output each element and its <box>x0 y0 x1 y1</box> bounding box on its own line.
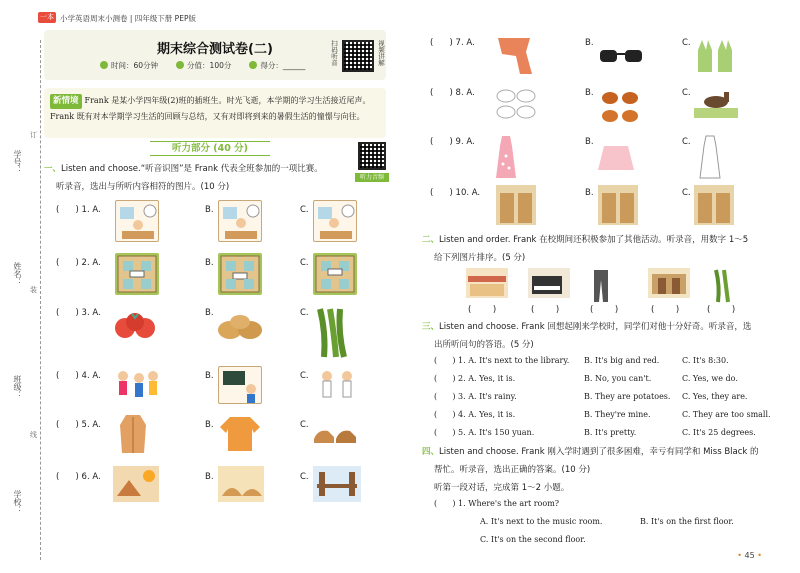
building-picture-c <box>313 253 357 295</box>
new-scenario-tag: 新情境 <box>50 94 82 109</box>
doors-picture-c <box>694 185 734 225</box>
sunglasses-icon <box>598 46 644 64</box>
q3-row-5-c[interactable]: C. It's 25 degrees. <box>682 428 756 437</box>
q1-3-opt-b[interactable]: B. <box>205 308 214 318</box>
score-got-info: 得分：______ <box>249 60 305 71</box>
q1-heading-line1: 一、Listen and choose.“听音识图”是 Frank 代表全班参加的一项比赛。 <box>44 164 323 174</box>
q3-heading-line1: 三、Listen and choose. Frank 回想起刚来学校时，同学们对他十分好奇。听录音，选 <box>422 322 752 332</box>
kids-playing-icon <box>113 366 161 406</box>
q4-heading-line1: 四、Listen and choose. Frank 刚入学时遇到了很多困难，幸亏有同学和 Miss Black 的 <box>422 447 759 457</box>
exam-title: 期末综合测试卷(二) <box>157 42 273 57</box>
piano-scene-icon <box>528 268 570 298</box>
series-title: 小学英语周末小测卷 | 四年级下册 PEP版 <box>60 14 196 23</box>
q1-1-opt-b[interactable]: B. <box>205 205 214 215</box>
coat-icon <box>118 413 148 455</box>
q3-row-1-c[interactable]: C. It's 8:30. <box>682 356 729 365</box>
gloves-icon <box>694 36 736 76</box>
q1-1-opt-c[interactable]: C. <box>300 205 309 215</box>
q3-row-3-c[interactable]: C. Yes, they are. <box>682 392 748 401</box>
doors-picture-b <box>598 185 638 225</box>
q1-4-opt-b[interactable]: B. <box>205 371 214 381</box>
q3-heading-line2: 出所听问句的答语。(5 分) <box>434 340 534 350</box>
building-picture-a <box>115 253 159 295</box>
hens-icon <box>598 86 642 126</box>
q1-3-opt-c[interactable]: C. <box>300 308 309 318</box>
q3-row-1-b[interactable]: B. It's big and red. <box>584 356 660 365</box>
classroom-picture-c <box>313 200 357 242</box>
q1-item-8[interactable]: ( ) 8. A. <box>430 88 475 98</box>
q4-instruction: 听第一段对话，完成第 1～2 小题。 <box>434 483 570 493</box>
qr-side-left: 扫码听音 <box>330 40 338 66</box>
qr-code-top[interactable] <box>342 40 374 72</box>
q2-heading-line1: 二、Listen and order. Frank 在校期间还积极参加了其他活动。听录音，用数字 1～5 <box>422 235 749 245</box>
q1-item-10[interactable]: ( ) 10. A. <box>430 188 481 198</box>
desert-scene-icon <box>218 466 264 502</box>
qr-code-audio[interactable] <box>358 142 386 170</box>
qr-side-right: 视频讲解 <box>377 40 385 66</box>
classroom-picture-b <box>218 200 262 242</box>
series-badge: 一本 <box>40 13 54 21</box>
zhuang-mark: 装 <box>30 286 37 294</box>
teacher-desk-icon <box>116 201 160 243</box>
horse-icon <box>694 88 738 118</box>
dress-icon <box>494 134 518 180</box>
q3-row-2-b[interactable]: B. No, you can't. <box>584 374 652 383</box>
blackboard-icon <box>219 367 263 405</box>
q4-heading-line2: 帮忙。听录音，选出正确的答案。(10 分) <box>434 465 591 475</box>
reading-student-icon <box>314 201 358 243</box>
scarf-icon <box>494 34 534 76</box>
q1-4-opt-c[interactable]: C. <box>300 371 309 381</box>
building-picture-b <box>218 253 262 295</box>
intro-line-2: Frank 既有对本学期学习生活的回顾与总结，又有对即将到来的暑假生活的憧憬与向往。 <box>50 112 365 121</box>
q1-item-4[interactable]: ( ) 4. A. <box>56 371 101 381</box>
q1-7-opt-b[interactable]: B. <box>585 38 594 48</box>
q1-10-opt-b[interactable]: B. <box>585 188 594 198</box>
binding-line <box>40 40 41 560</box>
tomatoes-icon <box>113 310 159 340</box>
q1-8-opt-b[interactable]: B. <box>585 88 594 98</box>
q2-blank-4[interactable]: ( ) <box>651 305 680 315</box>
q1-2-opt-b[interactable]: B. <box>205 258 214 268</box>
q1-9-opt-c[interactable]: C. <box>682 137 691 147</box>
q2-blank-1[interactable]: ( ) <box>468 305 497 315</box>
skirt-icon <box>596 142 636 176</box>
sweater-icon <box>218 415 262 453</box>
q1-8-opt-c[interactable]: C. <box>682 88 691 98</box>
classroom-picture-4b <box>218 366 262 404</box>
canteen-building-icon <box>115 253 159 295</box>
student-desk-icon <box>219 201 263 243</box>
q3-row-1-question[interactable]: ( ) 1. A. It's next to the library. <box>434 356 570 365</box>
q1-item-3[interactable]: ( ) 3. A. <box>56 308 101 318</box>
q1-item-6[interactable]: ( ) 6. A. <box>56 472 101 482</box>
q1-5-opt-c[interactable]: C. <box>300 420 309 430</box>
q1-6-opt-c[interactable]: C. <box>300 472 309 482</box>
q1-9-opt-b[interactable]: B. <box>585 137 594 147</box>
q1-5-opt-b[interactable]: B. <box>205 420 214 430</box>
q1-10-opt-c[interactable]: C. <box>682 188 691 198</box>
q1-7-opt-c[interactable]: C. <box>682 38 691 48</box>
pencil-icon <box>249 61 257 69</box>
q3-row-4-c[interactable]: C. They are too small. <box>682 410 771 419</box>
q1-item-2[interactable]: ( ) 2. A. <box>56 258 101 268</box>
score-icon <box>176 61 184 69</box>
market-scene-icon <box>466 268 508 298</box>
school-building-icon <box>218 253 262 295</box>
q1-2-opt-c[interactable]: C. <box>300 258 309 268</box>
clock-icon <box>100 61 108 69</box>
q2-blank-5[interactable]: ( ) <box>707 305 736 315</box>
q3-row-5-b[interactable]: B. It's pretty. <box>584 428 637 437</box>
q2-blank-3[interactable]: ( ) <box>590 305 619 315</box>
q3-row-2-c[interactable]: C. Yes, we do. <box>682 374 738 383</box>
doors-picture-a <box>496 185 536 225</box>
potatoes-icon <box>216 312 264 342</box>
student-id-label: 学号： <box>13 150 22 174</box>
q3-row-4-question[interactable]: ( ) 4. A. Yes, it is. <box>434 410 516 419</box>
class-label: 班级： <box>13 375 22 399</box>
green-beans-small-icon <box>712 268 732 304</box>
green-beans-icon <box>314 305 350 359</box>
school-label: 学校： <box>13 490 22 514</box>
q3-row-5-question[interactable]: ( ) 5. A. It's 150 yuan. <box>434 428 535 437</box>
xian-mark: 线 <box>30 431 37 439</box>
q1-item-5[interactable]: ( ) 5. A. <box>56 420 101 430</box>
time-info: 时间：60分钟 <box>100 60 158 71</box>
q1-heading-line2: 听录音，选出与所听内容相符的图片。(10 分) <box>56 182 230 192</box>
q1-item-1[interactable]: ( ) 1. A. <box>56 205 101 215</box>
exam-info-row <box>100 60 305 71</box>
q2-blank-2[interactable]: ( ) <box>531 305 560 315</box>
q3-row-3-b[interactable]: B. They are potatoes. <box>584 392 671 401</box>
q4-1-opt-b[interactable]: B. It's on the first floor. <box>640 517 734 526</box>
q1-6-opt-b[interactable]: B. <box>205 472 214 482</box>
pants-icon <box>592 268 610 304</box>
q3-row-4-b[interactable]: B. They're mine. <box>584 410 651 419</box>
name-label: 姓名： <box>13 262 22 286</box>
kids-standing-icon <box>313 366 361 406</box>
listening-section-title: 听力部分 (40 分) <box>150 141 270 156</box>
q4-1-opt-a[interactable]: A. It's next to the music room. <box>480 517 603 526</box>
hall-scene-icon <box>648 268 690 298</box>
page-number: • 45 • <box>737 551 762 560</box>
score-total-info: 分值：100分 <box>176 60 231 71</box>
q4-1-opt-c[interactable]: C. It's on the second floor. <box>480 535 586 544</box>
q2-heading-line2: 给下列图片排序。(5 分) <box>434 253 526 263</box>
classroom-picture-a <box>115 200 159 242</box>
shoes-icon <box>312 425 358 447</box>
intro-line-1: Frank 是某小学四年级(2)班的插班生。时光飞逝，本学期的学习生活接近尾声。 <box>84 96 371 105</box>
q1-item-7[interactable]: ( ) 7. A. <box>430 38 475 48</box>
q1-item-9[interactable]: ( ) 9. A. <box>430 137 475 147</box>
farm-scene-icon <box>113 466 159 502</box>
scenario-intro <box>44 88 386 138</box>
q3-row-3-question[interactable]: ( ) 3. A. It's rainy. <box>434 392 517 401</box>
q4-sub-question-1[interactable]: ( ) 1. Where's the art room? <box>434 499 560 508</box>
sheep-icon <box>494 86 538 122</box>
bridge-scene-icon <box>313 466 361 502</box>
ding-mark: 订 <box>30 131 37 139</box>
audio-qr-label: 听力音频 <box>355 173 389 182</box>
library-building-icon <box>313 253 357 295</box>
q3-row-2-question[interactable]: ( ) 2. A. Yes, it is. <box>434 374 516 383</box>
white-dress-icon <box>698 134 722 180</box>
